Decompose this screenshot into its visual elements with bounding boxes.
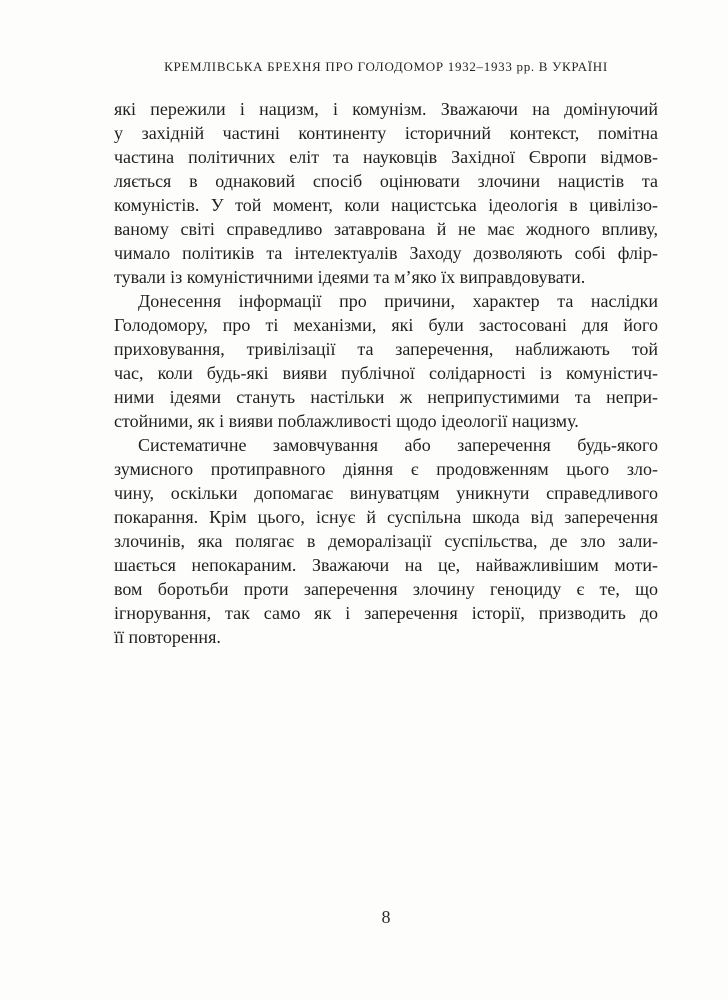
text-line: чину, оскільки допомагає винуватцям уникнути справедливого <box>114 483 658 503</box>
running-header: КРЕМЛІВСЬКА БРЕХНЯ ПРО ГОЛОДОМОР 1932–1933 рр. В УКРАЇНІ <box>164 59 608 74</box>
paragraph <box>114 289 658 433</box>
text-line: покарання. Крім цього, існує й суспільна шкода від заперечення <box>114 507 658 527</box>
text-line: час, коли будь-які вияви публічної солідарності із комуністич- <box>114 363 658 383</box>
text-line: частина політичних еліт та науковців Західної Європи відмов- <box>114 147 658 167</box>
text-line: Голодомору, про ті механізми, які були застосовані для його <box>114 315 658 335</box>
text-line: зумисного протиправного діяння є продовженням цього зло- <box>114 459 658 479</box>
text-line: приховування, тривілізації та заперечення, наближають той <box>114 339 658 359</box>
text-line: злочинів, яка полягає в деморалізації суспільства, де зло зали- <box>114 531 658 551</box>
text-line: стойними, як і вияви поблажливості щодо ідеології нацизму. <box>114 411 579 431</box>
text-line: у західній частині континенту історичний контекст, помітна <box>114 123 658 143</box>
text-line: ваному світі справедливо затаврована й не має жодного впливу, <box>114 219 658 239</box>
text-line: вом боротьби проти заперечення злочину геноциду є те, що <box>114 579 658 599</box>
text-line: ляється в однаковий спосіб оцінювати злочини нацистів та <box>114 171 658 191</box>
text-line: тували із комуністичними ідеями та м’яко їх виправдовувати. <box>114 267 586 287</box>
page-number: 8 <box>381 907 391 927</box>
text-line: ігнорування, так само як і заперечення історії, призводить до <box>114 603 658 623</box>
text-line: шається непокараним. Зважаючи на це, найважливішим моти- <box>114 555 658 575</box>
text-line: Донесення інформації про причини, характер та наслідки <box>138 291 658 311</box>
text-line: комуністів. У той момент, коли нацистська ідеологія в цивілізо- <box>114 195 658 215</box>
paragraph <box>114 433 658 649</box>
paragraph <box>114 97 658 289</box>
page-body-text <box>114 97 658 649</box>
text-line: чимало політиків та інтелектуалів Заходу дозволяють собі флір- <box>114 243 658 263</box>
text-line: Систематичне замовчування або заперечення будь-якого <box>138 435 658 455</box>
text-line: її повторення. <box>114 627 221 647</box>
text-line: ними ідеями стануть настільки ж неприпустимими та непри- <box>114 387 658 407</box>
text-line: які пережили і нацизм, і комунізм. Зважаючи на домінуючий <box>114 99 658 119</box>
